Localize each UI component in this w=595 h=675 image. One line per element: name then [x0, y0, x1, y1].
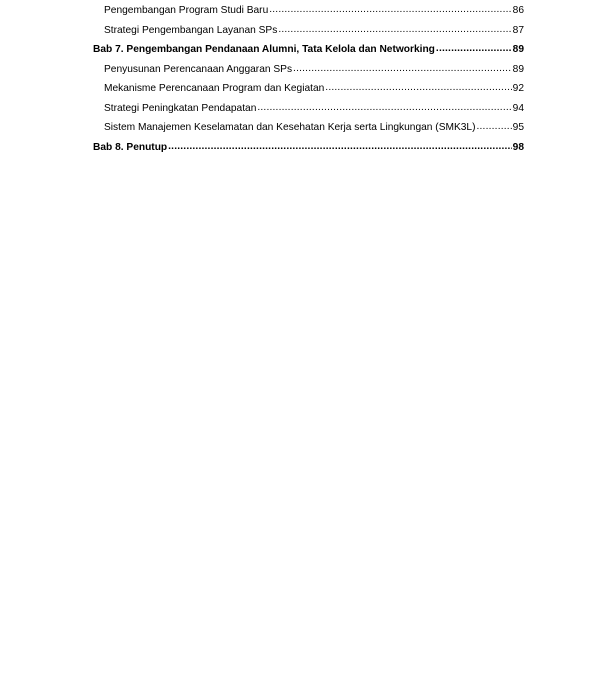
toc-entry[interactable] [93, 25, 524, 45]
toc-entry-page: 92 [512, 83, 524, 94]
toc-entry[interactable] [93, 5, 524, 25]
toc-entry-title: Pengembangan Program Studi Baru [104, 5, 269, 16]
toc-entry[interactable] [93, 103, 524, 123]
toc-dot-leader [436, 43, 512, 54]
toc-dot-leader [168, 141, 512, 152]
toc-dot-leader [257, 102, 511, 113]
table-of-contents [93, 5, 524, 161]
toc-entry[interactable] [93, 122, 524, 142]
toc-entry-page: 87 [512, 24, 524, 36]
toc-entry-title: Sistem Manajemen Keselamatan dan Kesehatan Kerja serta Lingkungan (SMK3L) [104, 122, 476, 133]
toc-entry-page: 98 [512, 141, 524, 153]
toc-entry-page: 86 [512, 5, 524, 16]
toc-entry-page: 89 [512, 63, 524, 75]
toc-entry-title: Mekanisme Perencanaan Program dan Kegiatan [104, 83, 325, 94]
toc-dot-leader [325, 82, 511, 93]
toc-dot-leader [477, 121, 512, 132]
toc-dot-leader [269, 4, 511, 15]
toc-entry-title: Strategi Pengembangan Layanan SPs [104, 24, 278, 36]
toc-entry[interactable] [93, 83, 524, 103]
toc-entry-title: Penyusunan Perencanaan Anggaran SPs [104, 63, 293, 75]
toc-chapter-entry[interactable] [93, 142, 524, 162]
toc-entry-title: Strategi Peningkatan Pendapatan [104, 102, 257, 114]
toc-entry[interactable] [93, 64, 524, 84]
toc-entry-page: 89 [512, 44, 524, 55]
toc-dot-leader [293, 63, 512, 74]
toc-chapter-entry[interactable] [93, 44, 524, 64]
toc-entry-page: 94 [512, 102, 524, 114]
toc-dot-leader [278, 24, 511, 35]
toc-entry-title: Bab 7. Pengembangan Pendanaan Alumni, Tata Kelola dan Networking [93, 44, 435, 55]
toc-entry-page: 95 [512, 122, 524, 133]
toc-entry-title: Bab 8. Penutup [93, 141, 168, 153]
